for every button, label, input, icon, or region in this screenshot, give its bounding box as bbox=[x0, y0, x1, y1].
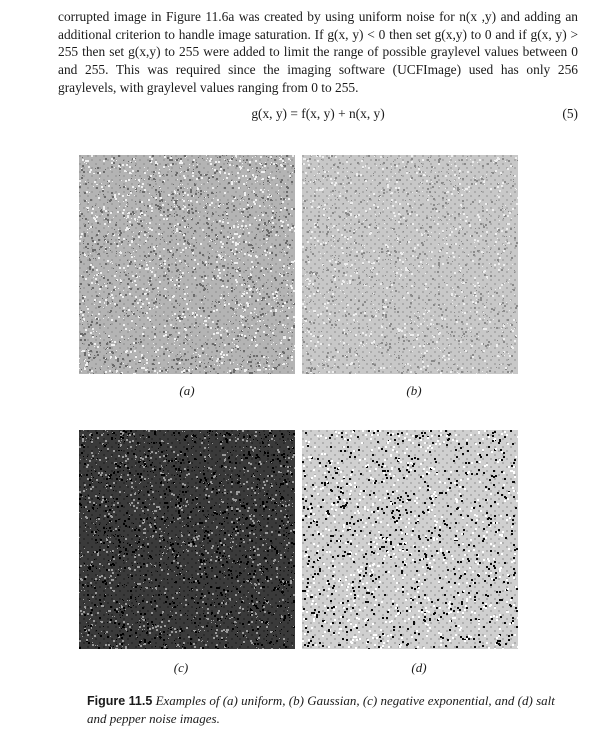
panel-label-a: (a) bbox=[179, 383, 195, 398]
panel-label-c: (c) bbox=[173, 660, 189, 675]
caption-label: Figure 11.5 bbox=[87, 694, 153, 708]
noise-image-uniform bbox=[79, 155, 295, 374]
panel-label-d: (d) bbox=[411, 660, 427, 675]
noise-image-negative-exponential bbox=[79, 430, 295, 649]
equation-row bbox=[58, 106, 578, 126]
caption-text: Examples of (a) uniform, (b) Gaussian, (c) negative exponential, and (d) salt and pepper noise images. bbox=[87, 693, 555, 726]
noise-image-salt-and-pepper bbox=[302, 430, 518, 649]
body-paragraph: corrupted image in Figure 11.6a was created by using uniform noise for n(x ,y) and adding an additional criterion to handle image saturation. If g(x, y) < 0 then set g(x,y) to 0 and if g(x, y) > 255 then set g(x,y) to 255 were added to limit the range of possible graylevel values between 0 and 255. This was required since the imaging software (UCFImage) used has only 256 graylevels, with graylevel values ranging from 0 to 255. bbox=[58, 9, 578, 95]
noise-image-gaussian bbox=[302, 155, 518, 374]
figure-caption bbox=[87, 692, 557, 727]
equation-number: (5) bbox=[562, 106, 578, 121]
panel-label-b: (b) bbox=[406, 383, 422, 398]
equation: g(x, y) = f(x, y) + n(x, y) bbox=[251, 106, 385, 121]
